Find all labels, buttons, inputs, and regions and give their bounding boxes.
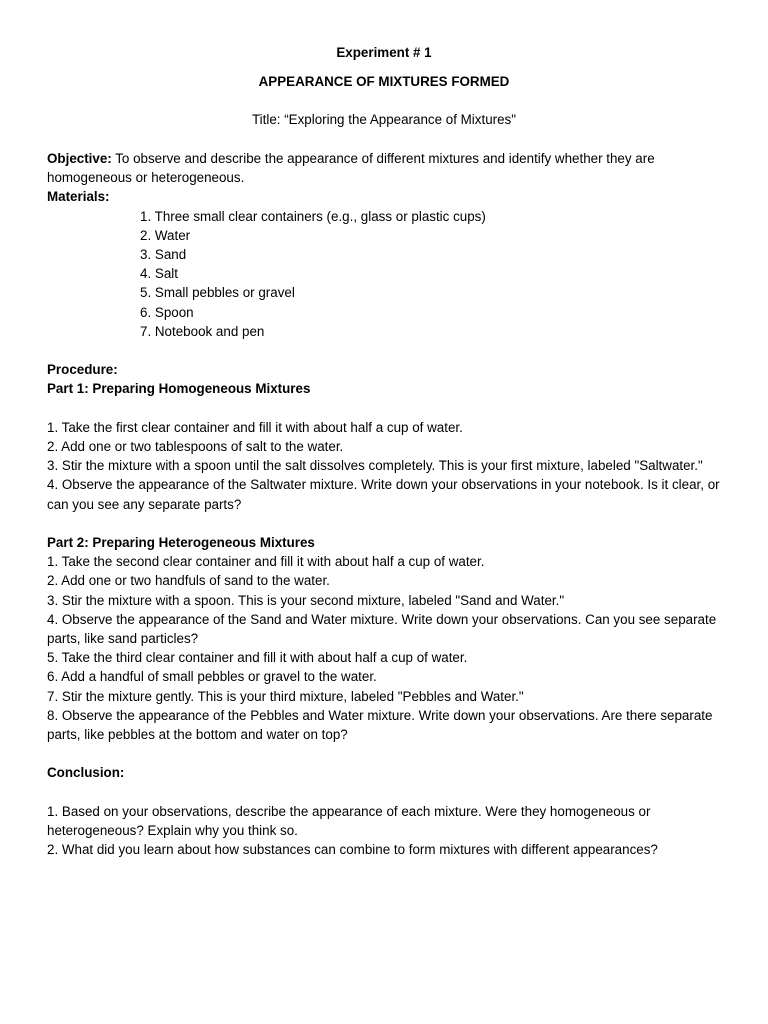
conclusion-label: Conclusion: [47,765,125,781]
part1-title: Part 1: Preparing Homogeneous Mixtures [47,381,311,397]
part2-step: 1. Take the second clear container and fill it with about half a cup of water. [47,554,485,570]
objective-text: To observe and describe the appearance of different mixtures and identify whether they are homogeneous or heterogeneous. [47,151,655,186]
material-item: 2. Water [140,227,191,243]
document-body [47,149,720,859]
part2-step: 6. Add a handful of small pebbles or gravel to the water. [47,669,377,685]
objective-label: Objective: [47,151,112,166]
materials-label: Materials: [47,189,110,205]
material-item: 3. Sand [140,247,187,263]
part2-title: Part 2: Preparing Heterogeneous Mixtures [47,535,315,551]
procedure-label: Procedure: [47,362,118,378]
objective-paragraph [47,149,720,187]
part2-step: 3. Stir the mixture with a spoon. This is your second mixture, labeled "Sand and Water." [47,592,565,608]
part2-step: 2. Add one or two handfuls of sand to the water. [47,573,330,589]
part2-step: 8. Observe the appearance of the Pebbles and Water mixture. Write down your observations. Are there separate parts, like pebbles at the bottom and water on top? [47,707,713,743]
material-item: 7. Notebook and pen [140,323,265,339]
spacer [47,514,720,533]
part2-step: 5. Take the third clear container and fill it with about half a cup of water. [47,650,468,666]
spacer [47,783,720,802]
part2-step: 7. Stir the mixture gently. This is your third mixture, labeled "Pebbles and Water." [47,688,524,704]
conclusion-item: 2. What did you learn about how substances can combine to form mixtures with different appearances? [47,842,658,858]
spacer [47,399,720,418]
part2-step: 4. Observe the appearance of the Sand and Water mixture. Write down your observations. Can you see separate parts, like sand particles? [47,611,717,647]
experiment-number: Experiment # 1 [336,45,432,60]
part1-step: 1. Take the first clear container and fill it with about half a cup of water. [47,419,463,435]
material-item: 1. Three small clear containers (e.g., glass or plastic cups) [140,208,486,224]
spacer [47,341,720,360]
part1-step: 4. Observe the appearance of the Saltwater mixture. Write down your observations in your notebook. Is it clear, or can you see any separate parts? [47,477,720,512]
document-heading: APPEARANCE OF MIXTURES FORMED [258,74,510,89]
document-title: Title: “Exploring the Appearance of Mixtures" [251,112,516,127]
conclusion-item: 1. Based on your observations, describe the appearance of each mixture. Were they homogeneous or heterogeneous? Explain why you think so. [47,803,651,839]
materials-list [47,207,720,341]
material-item: 6. Spoon [140,304,194,320]
material-item: 4. Salt [140,266,178,282]
part1-step: 2. Add one or two tablespoons of salt to the water. [47,439,344,455]
part1-step: 3. Stir the mixture with a spoon until the salt dissolves completely. This is your first mixture, labeled "Saltwater." [47,458,703,474]
spacer [47,744,720,763]
material-item: 5. Small pebbles or gravel [140,285,295,301]
